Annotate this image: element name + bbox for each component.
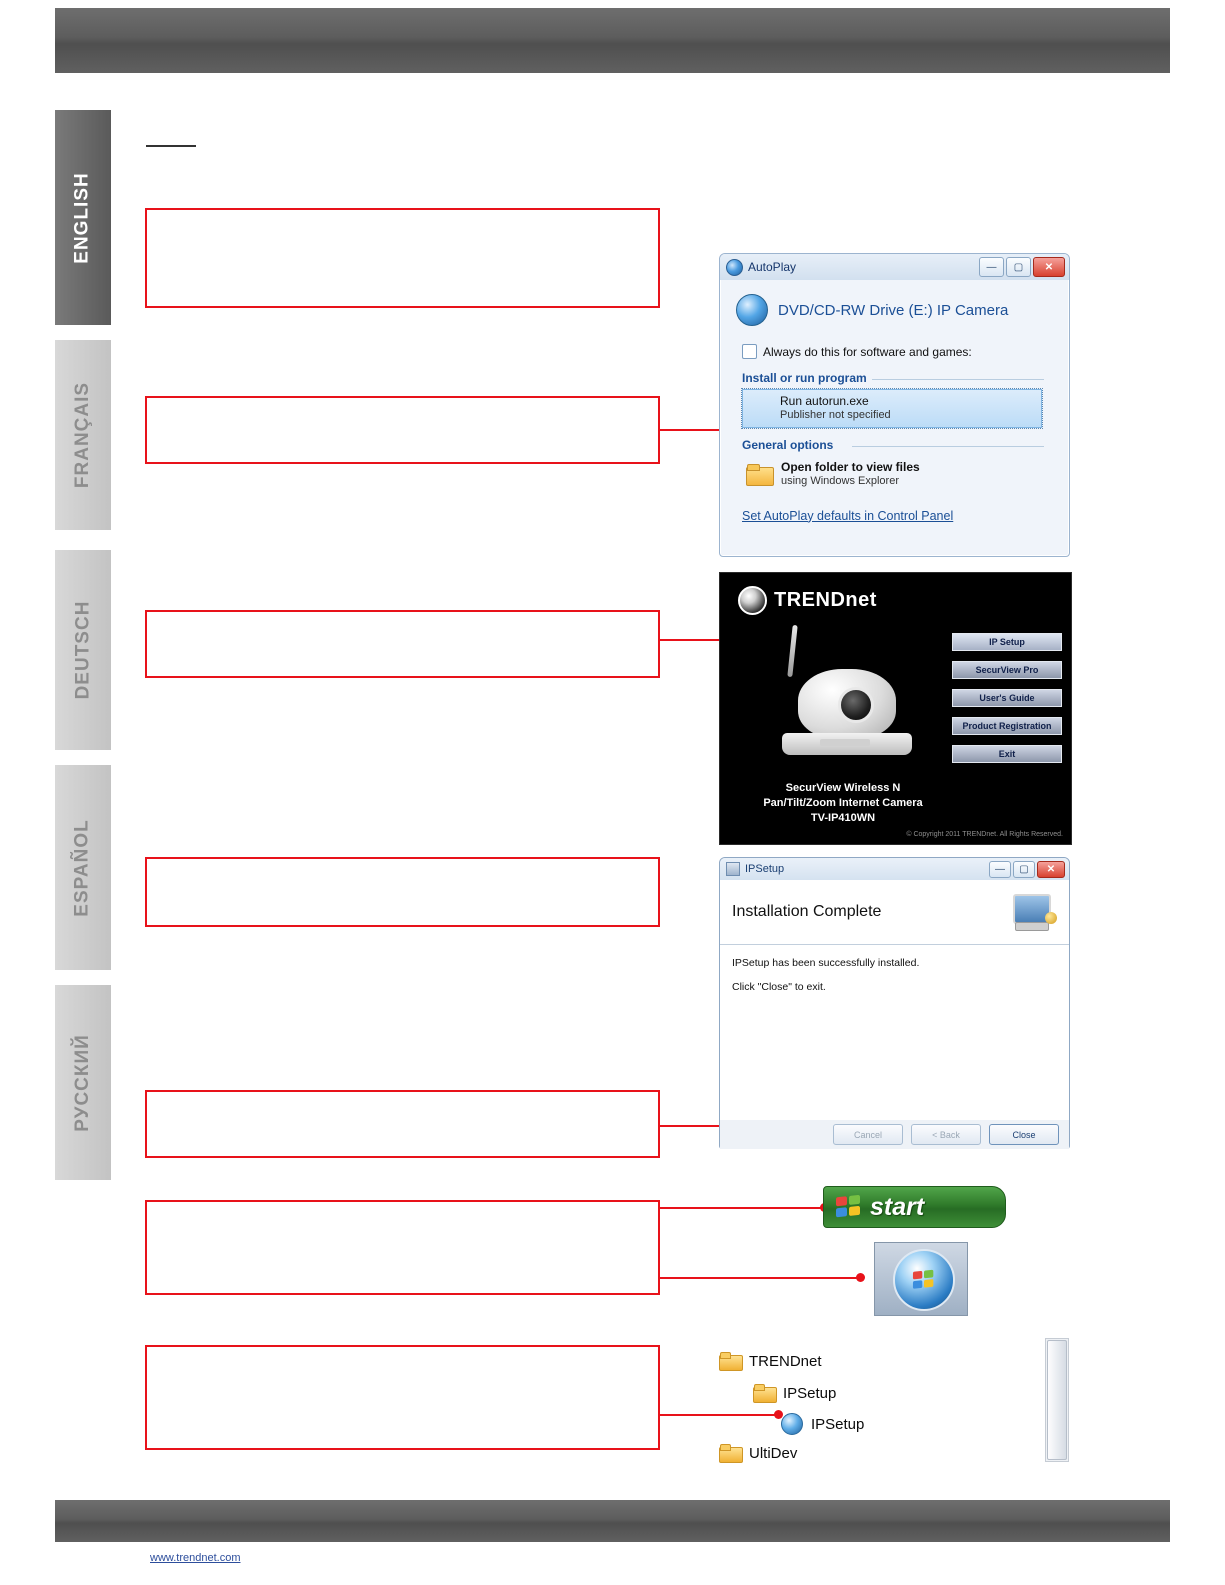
list-item-trendnet[interactable] — [719, 1352, 822, 1370]
autoplay-window — [719, 253, 1070, 557]
disc-badge-shape — [1045, 912, 1057, 924]
camera-antenna — [787, 625, 797, 677]
folder-icon — [746, 464, 772, 485]
autoplay-title-label: AutoPlay — [748, 260, 797, 274]
open-folder-subtitle: using Windows Explorer — [781, 474, 899, 487]
ipsetup-maximize-button[interactable]: ▢ — [1013, 861, 1035, 878]
camera-caption — [738, 781, 948, 826]
trendnet-autorun-panel — [719, 572, 1072, 845]
header-bar — [55, 8, 1170, 73]
list-item-label: UltiDev — [749, 1444, 798, 1462]
caption-line-3: TV-IP410WN — [810, 811, 876, 824]
always-do-this-checkbox-row[interactable] — [742, 344, 1069, 359]
ip-setup-button[interactable]: IP Setup — [952, 633, 1062, 651]
brand-label: TRENDnet — [774, 589, 877, 611]
folder-icon — [719, 1352, 741, 1370]
close-installer-button[interactable]: Close — [989, 1124, 1059, 1145]
run-autorun-item[interactable] — [742, 389, 1042, 428]
sidebar-item-label: ESPAÑOL — [72, 818, 93, 917]
list-item-ipsetup-app[interactable] — [781, 1413, 864, 1435]
cancel-button[interactable]: Cancel — [833, 1124, 903, 1145]
ipsetup-minimize-button[interactable]: — — [989, 861, 1011, 878]
callout-3 — [145, 610, 660, 678]
camera-lens — [838, 687, 874, 723]
back-button[interactable]: < Back — [911, 1124, 981, 1145]
ipsetup-close-button[interactable]: ✕ — [1037, 861, 1065, 878]
callout-2 — [145, 396, 660, 464]
users-guide-button[interactable]: User's Guide — [952, 689, 1062, 707]
globe-icon — [738, 586, 767, 615]
footer-bar — [55, 1500, 1170, 1542]
trendnet-logo — [738, 586, 877, 615]
scrollbar-thumb[interactable] — [1047, 1340, 1067, 1460]
sidebar-item-label: DEUTSCH — [72, 600, 93, 700]
sidebar-item-label: ENGLISH — [72, 171, 94, 264]
securview-pro-button[interactable]: SecurView Pro — [952, 661, 1062, 679]
windows-xp-start-button[interactable] — [823, 1186, 1006, 1228]
list-item-label: IPSetup — [783, 1384, 837, 1402]
ipsetup-header — [720, 880, 1069, 945]
sidebar-item-deutsch[interactable] — [55, 550, 111, 750]
maximize-button[interactable]: ▢ — [1006, 257, 1031, 277]
ipsetup-body-line-2: Click "Close" to exit. — [732, 981, 826, 993]
autoplay-titlebar — [720, 254, 1069, 280]
install-group-header: Install or run program — [742, 371, 1052, 385]
minimize-button[interactable]: — — [979, 257, 1004, 277]
ipsetup-window-controls — [989, 861, 1065, 878]
autoplay-defaults-link[interactable]: Set AutoPlay defaults in Control Panel — [742, 508, 954, 523]
folder-icon — [753, 1384, 775, 1402]
ipsetup-footer — [720, 1120, 1069, 1149]
close-button[interactable]: ✕ — [1033, 257, 1065, 277]
general-group-header: General options — [742, 438, 1052, 452]
always-do-this-label: Always do this for software and games: — [763, 344, 972, 359]
ipsetup-globe-icon — [781, 1413, 803, 1435]
window-controls — [979, 257, 1065, 277]
checkbox-icon[interactable] — [742, 344, 757, 359]
run-autorun-labels — [780, 394, 891, 423]
footer-link[interactable]: www.trendnet.com — [150, 1552, 241, 1564]
computer-icon — [1013, 892, 1057, 932]
ipsetup-titlebar — [720, 858, 1069, 880]
windows-vista-start-orb-container[interactable] — [874, 1242, 968, 1316]
start-label: start — [870, 1192, 925, 1221]
list-item-ultidev[interactable] — [719, 1444, 797, 1462]
run-autorun-subtitle: Publisher not specified — [780, 409, 891, 421]
callout-7 — [145, 1345, 660, 1450]
caption-line-2: Pan/Tilt/Zoom Internet Camera — [763, 796, 923, 809]
open-folder-labels — [781, 460, 920, 489]
list-item-ipsetup-folder[interactable] — [753, 1384, 836, 1402]
leader-line-6a — [660, 1207, 825, 1209]
drive-title-label: DVD/CD-RW Drive (E:) IP Camera — [778, 301, 1009, 319]
leader-dot-6b — [856, 1273, 865, 1282]
open-folder-title: Open folder to view files — [781, 459, 920, 474]
caption-line-1: SecurView Wireless N — [785, 782, 901, 794]
sidebar-item-espanol[interactable] — [55, 765, 111, 970]
list-item-label: TRENDnet — [749, 1352, 822, 1370]
leader-line-6b — [660, 1277, 860, 1279]
sidebar-item-russian[interactable] — [55, 985, 111, 1180]
copyright-label: © Copyright 2011 TRENDnet. All Rights Reserved. — [906, 831, 1063, 838]
sidebar-item-label: FRANÇAIS — [72, 381, 94, 489]
autoplay-drive-header — [720, 280, 1069, 326]
folder-icon — [719, 1444, 741, 1462]
windows-flag-icon — [913, 1269, 935, 1290]
sidebar-item-label: РУССКИЙ — [72, 1033, 93, 1132]
product-registration-button[interactable]: Product Registration — [952, 717, 1062, 735]
open-folder-item[interactable] — [742, 456, 1042, 493]
callout-1 — [145, 208, 660, 308]
callout-5 — [145, 1090, 660, 1158]
step-underline — [146, 145, 196, 147]
ipsetup-heading: Installation Complete — [732, 903, 882, 920]
camera-logo-plate — [820, 739, 870, 746]
start-menu-program-list — [719, 1340, 1074, 1460]
windows-flag-icon — [836, 1195, 862, 1220]
ipsetup-window — [719, 857, 1070, 1149]
ipsetup-title-label: IPSetup — [745, 863, 785, 875]
dvd-drive-icon — [736, 294, 768, 326]
sidebar-item-francais[interactable] — [55, 340, 111, 530]
keyboard-shape — [1015, 922, 1049, 931]
callout-6 — [145, 1200, 660, 1295]
disc-icon — [726, 259, 743, 276]
sidebar-item-english[interactable] — [55, 110, 111, 325]
run-autorun-title: Run autorun.exe — [780, 394, 869, 408]
list-item-label: IPSetup — [811, 1415, 865, 1433]
autorun-disc-icon — [747, 396, 771, 420]
exit-button[interactable]: Exit — [952, 745, 1062, 763]
ipsetup-body-line-1: IPSetup has been successfully installed. — [732, 957, 920, 969]
installer-icon — [726, 862, 740, 876]
start-orb-icon[interactable] — [893, 1249, 955, 1311]
ipsetup-body — [720, 945, 1069, 1120]
callout-4 — [145, 857, 660, 927]
